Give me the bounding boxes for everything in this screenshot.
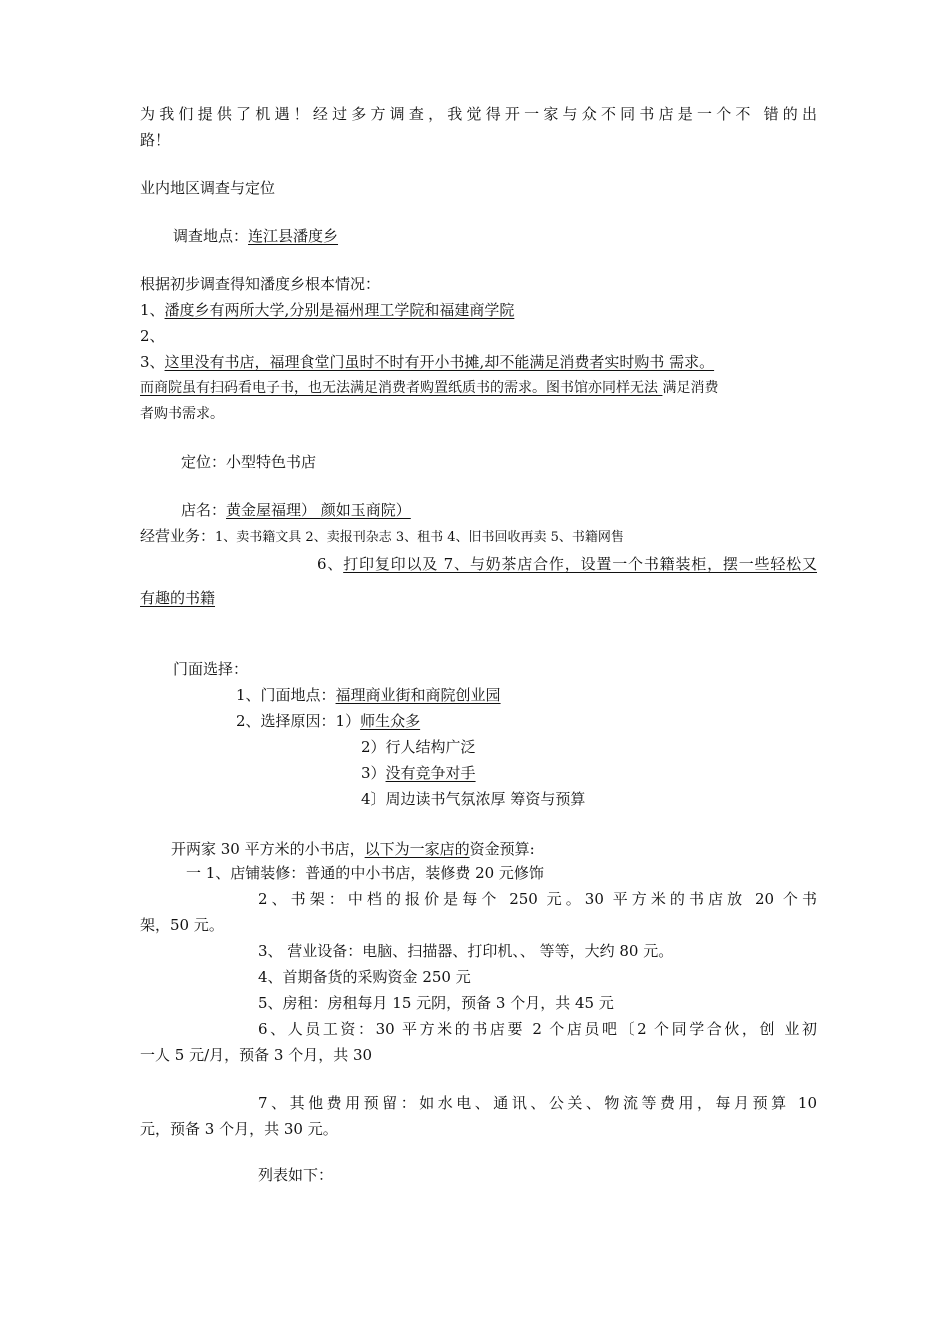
budget-item-7-line-1: 7、其他费用预留：如水电、通讯、公关、物流等费用，每月预算 10 <box>258 1094 817 1112</box>
intro-line-2: 路！ <box>140 131 171 149</box>
positioning-value: 小型特色书店 <box>226 453 317 471</box>
budget-item-2-line-2: 架，50 元。 <box>140 916 224 934</box>
storefront-reason-1-num: 1） <box>335 712 361 730</box>
budget-item-1: 一 1、店铺装修：普通的中小书店，装修费 20 元修饰 <box>186 864 544 882</box>
budget-intro-underlined: 以下为一家店的 <box>364 840 470 858</box>
survey-heading: 业内地区调查与定位 <box>140 179 276 197</box>
store-name-value: 黄金屋福理） 颜如玉商院） <box>226 501 411 519</box>
store-name-label: 店名： <box>181 501 227 519</box>
survey-item-3-line-2-rest: 满足消费 <box>662 380 719 396</box>
budget-item-6-line-1: 6、人员工资：30 平方米的书店要 2 个店员吧〔2 个同学合伙，创 业初 <box>258 1020 817 1038</box>
positioning-label: 定位： <box>181 453 227 471</box>
survey-location <box>173 223 817 249</box>
survey-item-3-line-3: 者购书需求。 <box>140 406 224 422</box>
business-line-3-text: 有趣的书籍 <box>140 589 216 607</box>
intro-line-1: 为我们提供了机遇！经过多方调查，我觉得开一家与众不同书店是一个不 错的出 <box>140 105 817 123</box>
business-line-2 <box>317 551 817 577</box>
storefront-reason-2: 2）行人结构广泛 <box>361 738 476 756</box>
survey-basic-intro: 根据初步调查得知潘度乡根本情况： <box>140 275 381 293</box>
storefront-reason-3-num: 3） <box>361 764 386 782</box>
survey-item-3 <box>140 349 817 375</box>
survey-item-1 <box>140 297 817 323</box>
business-line-2-num: 6、 <box>317 555 344 573</box>
storefront-reason-1: 师生众多 <box>360 712 421 730</box>
survey-item-3-num: 3、 <box>140 353 165 371</box>
budget-item-4: 4、首期备货的采购资金 250 元 <box>258 968 471 986</box>
business-label: 经营业务： <box>140 527 216 545</box>
budget-item-2-line-1: 2、书架：中档的报价是每个 250 元。30 平方米的书店放 20 个书 <box>258 890 817 908</box>
storefront-location <box>236 682 817 708</box>
storefront-reason-3-text: 没有竞争对手 <box>385 764 476 782</box>
budget-table-intro: 列表如下： <box>258 1166 334 1184</box>
business-line-1 <box>140 523 817 551</box>
positioning <box>181 449 817 475</box>
budget-item-3: 3、 营业设备：电脑、扫描器、打印机、、 等等，大约 80 元。 <box>258 942 674 960</box>
store-name <box>181 497 817 523</box>
storefront-location-value: 福理商业街和商院创业园 <box>335 686 501 704</box>
storefront-reason <box>236 708 817 734</box>
budget-intro <box>171 836 817 862</box>
budget-item-7-line-2: 元，预备 3 个月，共 30 元。 <box>140 1120 338 1138</box>
budget-intro-a: 开两家 30 平方米的小书店， <box>171 840 365 858</box>
survey-item-3-line-1: 这里没有书店，福理食堂门虽时不时有开小书摊,却不能满足消费者实时购书 需求。 <box>164 353 715 371</box>
survey-item-3-line-2-underlined: 而商院虽有扫码看电子书，也无法满足消费者购置纸质书的需求。图书馆亦同样无法 <box>140 380 663 396</box>
business-line-3 <box>140 585 817 611</box>
survey-location-label: 调查地点： <box>173 227 249 245</box>
storefront-reason-3 <box>361 760 817 786</box>
business-items-line-1: 1、卖书籍文具 2、卖报刊杂志 3、租书 4、旧书回收再卖 5、书籍网售 <box>215 530 624 545</box>
storefront-location-label: 1、门面地点： <box>236 686 336 704</box>
survey-location-value: 连江县潘度乡 <box>248 227 339 245</box>
storefront-heading: 门面选择： <box>173 660 249 678</box>
survey-item-3-line-2 <box>140 375 817 401</box>
survey-item-1-num: 1、 <box>140 301 165 319</box>
budget-item-6-line-2: 一人 5 元/月，预备 3 个月，共 30 <box>140 1046 373 1064</box>
storefront-reason-label: 2、选择原因： <box>236 712 336 730</box>
budget-item-5: 5、房租：房租每月 15 元阴，预备 3 个月，共 45 元 <box>258 994 614 1012</box>
survey-item-2: 2、 <box>140 327 165 345</box>
budget-intro-b: 资金预算: <box>469 840 535 858</box>
business-line-2-text: 打印复印以及 7、与奶茶店合作，设置一个书籍装柜，摆一些轻松又 <box>343 555 817 573</box>
storefront-reason-4: 4〕周边读书气氛浓厚 筹资与预算 <box>361 790 586 808</box>
survey-item-1-text: 潘度乡有两所大学,分别是福州理工学院和福建商学院 <box>164 301 515 319</box>
